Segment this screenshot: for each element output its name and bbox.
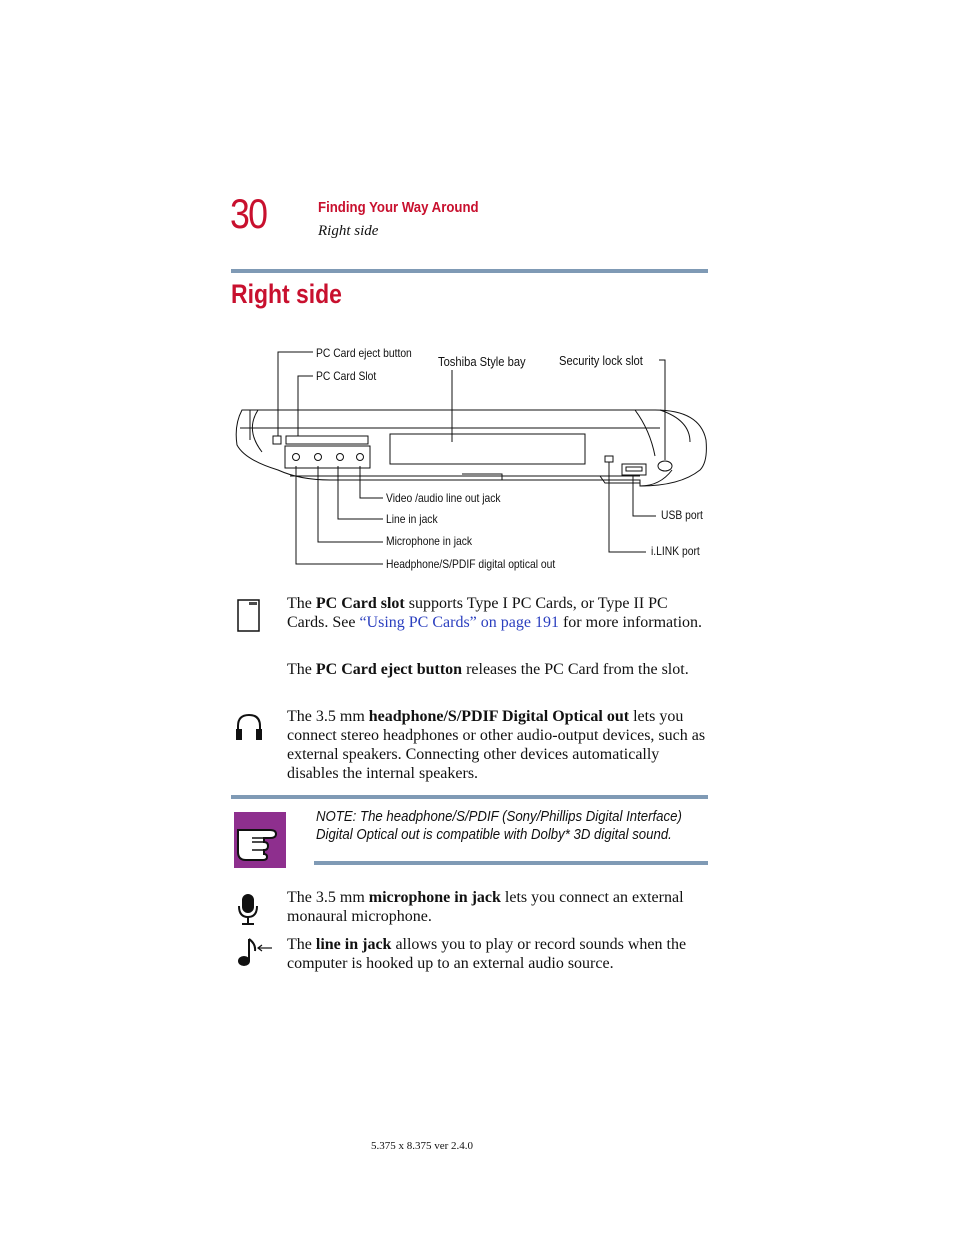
label-microphone-in: Microphone in jack bbox=[386, 534, 473, 548]
label-usb-port: USB port bbox=[661, 508, 703, 522]
pointing-hand-icon bbox=[234, 812, 286, 868]
label-pc-card-slot: PC Card Slot bbox=[316, 369, 377, 383]
line-in-music-note-icon bbox=[236, 936, 274, 968]
ilink-port-shape bbox=[605, 456, 613, 462]
pc-card-eject-shape bbox=[273, 436, 281, 444]
label-headphone-out: Headphone/S/PDIF digital optical out bbox=[386, 557, 556, 571]
chapter-title: Finding Your Way Around bbox=[318, 199, 479, 216]
label-line-in: Line in jack bbox=[386, 512, 438, 526]
jack-panel-shape bbox=[285, 446, 370, 468]
section-subtitle: Right side bbox=[318, 223, 379, 239]
style-bay-shape bbox=[390, 434, 585, 464]
microphone-icon bbox=[236, 893, 260, 927]
line-in-paragraph: The line in jack allows you to play or record sounds when the computer is hooked up to an external audio source. bbox=[287, 936, 687, 972]
note-text: NOTE: The headphone/S/PDIF (Sony/Phillips Digital Interface) Digital Optical out is compatible with Dolby* 3D digital sound. bbox=[316, 808, 682, 843]
eject-paragraph: The PC Card eject button releases the PC Card from the slot. bbox=[287, 661, 689, 678]
headphone-paragraph: The 3.5 mm headphone/S/PDIF Digital Optical out lets you connect stereo headphones or other audio-output devices, such as external speakers. Connecting other devices automatically disables the internal speakers. bbox=[287, 708, 706, 782]
footer-version: 5.375 x 8.375 ver 2.4.0 bbox=[371, 1140, 474, 1152]
leader-lines bbox=[278, 352, 665, 564]
security-lock-shape bbox=[658, 461, 672, 471]
label-style-bay: Toshiba Style bay bbox=[438, 354, 526, 369]
headphone-icon bbox=[234, 712, 264, 742]
label-ilink-port: i.LINK port bbox=[651, 544, 700, 558]
microphone-paragraph: The 3.5 mm microphone in jack lets you connect an external monaural microphone. bbox=[287, 889, 684, 925]
page-number: 30 bbox=[230, 190, 267, 237]
laptop-right-side-diagram bbox=[0, 0, 954, 600]
pc-card-paragraph: The PC Card slot supports Type I PC Cards, or Type II PC Cards. See “Using PC Cards” on page 191 for more information. bbox=[287, 595, 703, 631]
note-rule-top bbox=[231, 795, 708, 799]
label-security-lock: Security lock slot bbox=[559, 353, 643, 368]
label-video-audio-out: Video /audio line out jack bbox=[386, 491, 501, 505]
label-pc-card-eject: PC Card eject button bbox=[316, 346, 412, 360]
note-rule-bottom bbox=[314, 861, 708, 865]
section-title: Right side bbox=[231, 279, 342, 309]
pc-card-slot-shape bbox=[286, 436, 368, 444]
pc-card-icon bbox=[236, 598, 262, 634]
pc-card-link[interactable]: “Using PC Cards” on page 191 bbox=[359, 614, 559, 631]
